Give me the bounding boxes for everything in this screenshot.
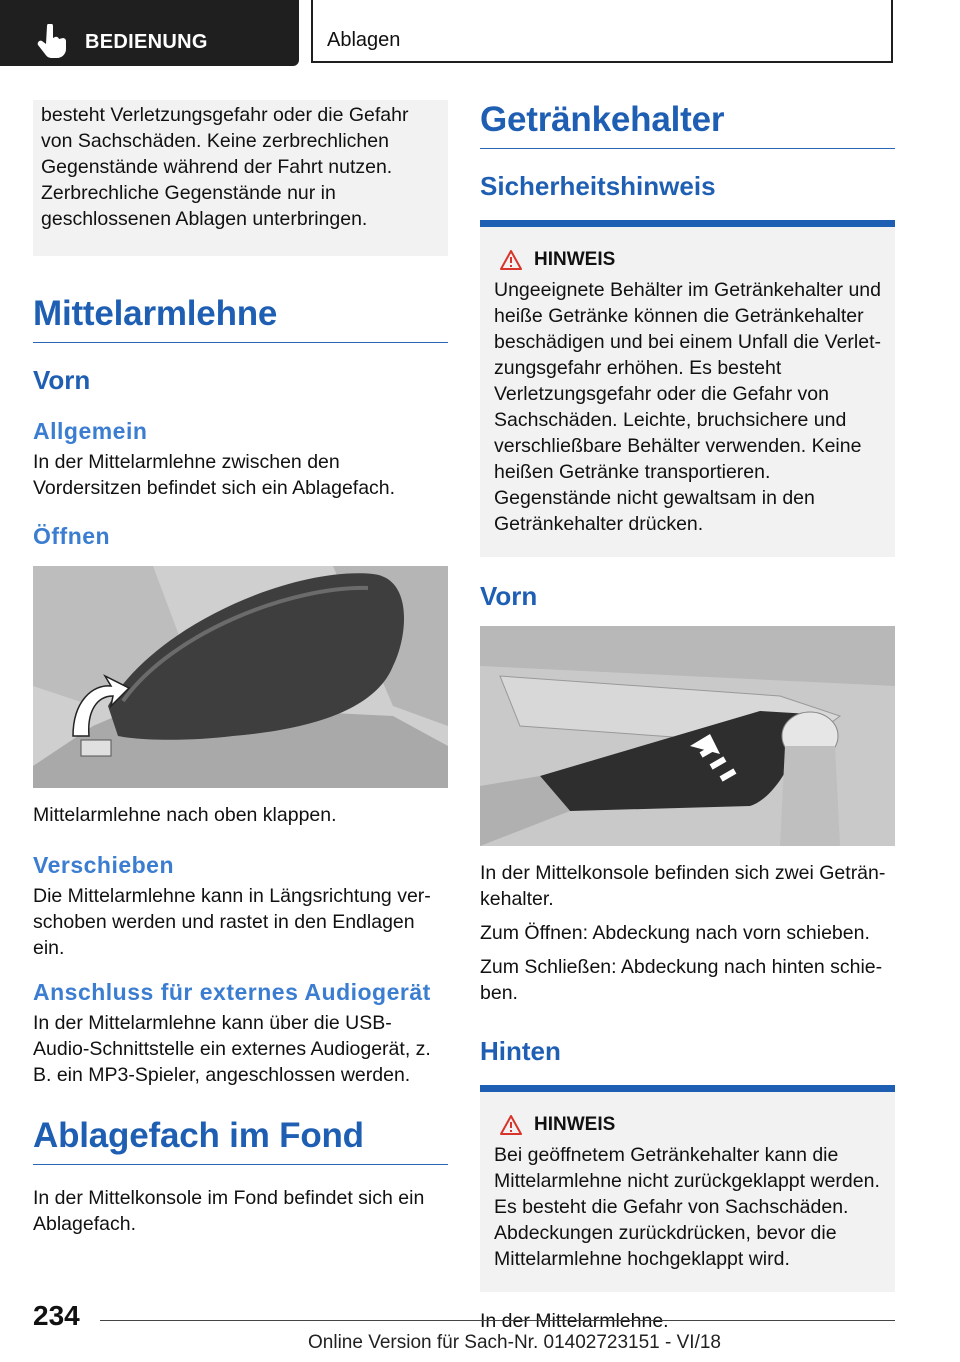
section-label: BEDIENUNG — [85, 31, 208, 53]
heading-vorn-right: Vorn — [480, 581, 538, 611]
text-anschluss: In der Mittelarmlehne kann über die USB-Audio-Schnittstelle ein externes Audiogerät, z. B. ein MP3-Spieler, angeschlossen werden. — [33, 1012, 431, 1086]
page-number: 234 — [33, 1300, 80, 1331]
heading-hinten: Hinten — [480, 1036, 561, 1066]
heading-ablagefach: Ablagefach im Fond — [33, 1116, 448, 1165]
section-tab[interactable] — [0, 0, 299, 66]
chapter-tab — [311, 0, 893, 63]
intro-note-text: besteht Verletzungsgefahr oder die Gefahr von Sachschäden. Keine zerbrechlichen Gegenstände während der Fahrt nutzen. Zerbrechliche Gegenstände nur in geschlossenen Ablagen unterbringen. — [41, 104, 409, 230]
left-column — [33, 100, 448, 1237]
page-footer — [0, 1290, 960, 1362]
text-vorn-3: Zum Schließen: Abdeckung nach hinten schieben. — [480, 956, 883, 1004]
warning-text-1: Ungeeignete Behälter im Getränkehalter und heiße Getränke können die Getränkehalter beschädigen und bei einem Unfall die Verletzungsgefahr erhöhen. Es besteht Verletzungsgefahr oder die Gefahr von Sachschäden. Leichte, bruchsichere und verschließbare Behälter verwenden. Keine heißen Getränke transportieren. Gegenstände nicht gewaltsam in den Getränkehalter drücken. — [494, 279, 882, 535]
text-vorn-1: In der Mittelkonsole befinden sich zwei Getränkehalter. — [480, 862, 886, 910]
heading-oeffnen: Öffnen — [33, 523, 111, 549]
text-verschieben: Die Mittelarmlehne kann in Längsrichtung verschoben werden und rastet in den Endlagen ein. — [33, 885, 431, 959]
text-allgemein: In der Mittelarmlehne zwischen den Vordersitzen befindet sich ein Ablagefach. — [33, 451, 396, 499]
heading-getraenkehalter: Getränkehalter — [480, 100, 895, 149]
hand-pointer-icon — [36, 24, 68, 58]
warning-label-2: HINWEIS — [534, 1114, 616, 1135]
intro-note-box — [33, 100, 448, 256]
heading-verschieben: Verschieben — [33, 852, 175, 878]
cupholder-photo — [480, 626, 895, 846]
warning-bar-2 — [480, 1085, 895, 1092]
text-ablagefach: In der Mittelkonsole im Fond befindet sich ein Ablagefach. — [33, 1187, 425, 1235]
page-header — [0, 0, 960, 66]
warning-triangle-icon — [500, 1115, 522, 1135]
text-oeffnen: Mittelarmlehne nach oben klappen. — [33, 804, 337, 826]
warning-label-1: HINWEIS — [534, 249, 616, 270]
armrest-photo — [33, 566, 448, 788]
heading-sicherheitshinweis: Sicherheitshinweis — [480, 171, 716, 201]
warning-head-1 — [488, 227, 889, 273]
warning-triangle-icon — [500, 250, 522, 270]
warning-text-2: Bei geöffnetem Getränkehalter kann die Mittelarmlehne nicht zurückgeklappt werden. Es besteht die Gefahr von Sachschäden. Abdeckungen zurückdrücken, bevor die Mittelarmlehne hochgeklappt wird. — [494, 1144, 880, 1270]
warning-head-2 — [488, 1092, 889, 1138]
warning-box-1 — [480, 227, 895, 557]
warning-box-2 — [480, 1092, 895, 1292]
warning-bar-1 — [480, 220, 895, 227]
heading-vorn-left: Vorn — [33, 365, 91, 395]
footer-divider — [100, 1320, 895, 1321]
heading-anschluss: Anschluss für externes Audiogerät — [33, 979, 431, 1005]
text-hinten: In der Mittelarmlehne. — [480, 1310, 669, 1332]
online-version-text: Online Version für Sach-Nr. 01402723151 - VI/18 — [308, 1332, 721, 1353]
heading-mittelarmlehne: Mittelarmlehne — [33, 294, 448, 343]
text-vorn-2: Zum Öffnen: Abdeckung nach vorn schieben. — [480, 922, 870, 944]
heading-allgemein: Allgemein — [33, 418, 148, 444]
right-column — [480, 100, 895, 1334]
chapter-label: Ablagen — [327, 29, 401, 51]
